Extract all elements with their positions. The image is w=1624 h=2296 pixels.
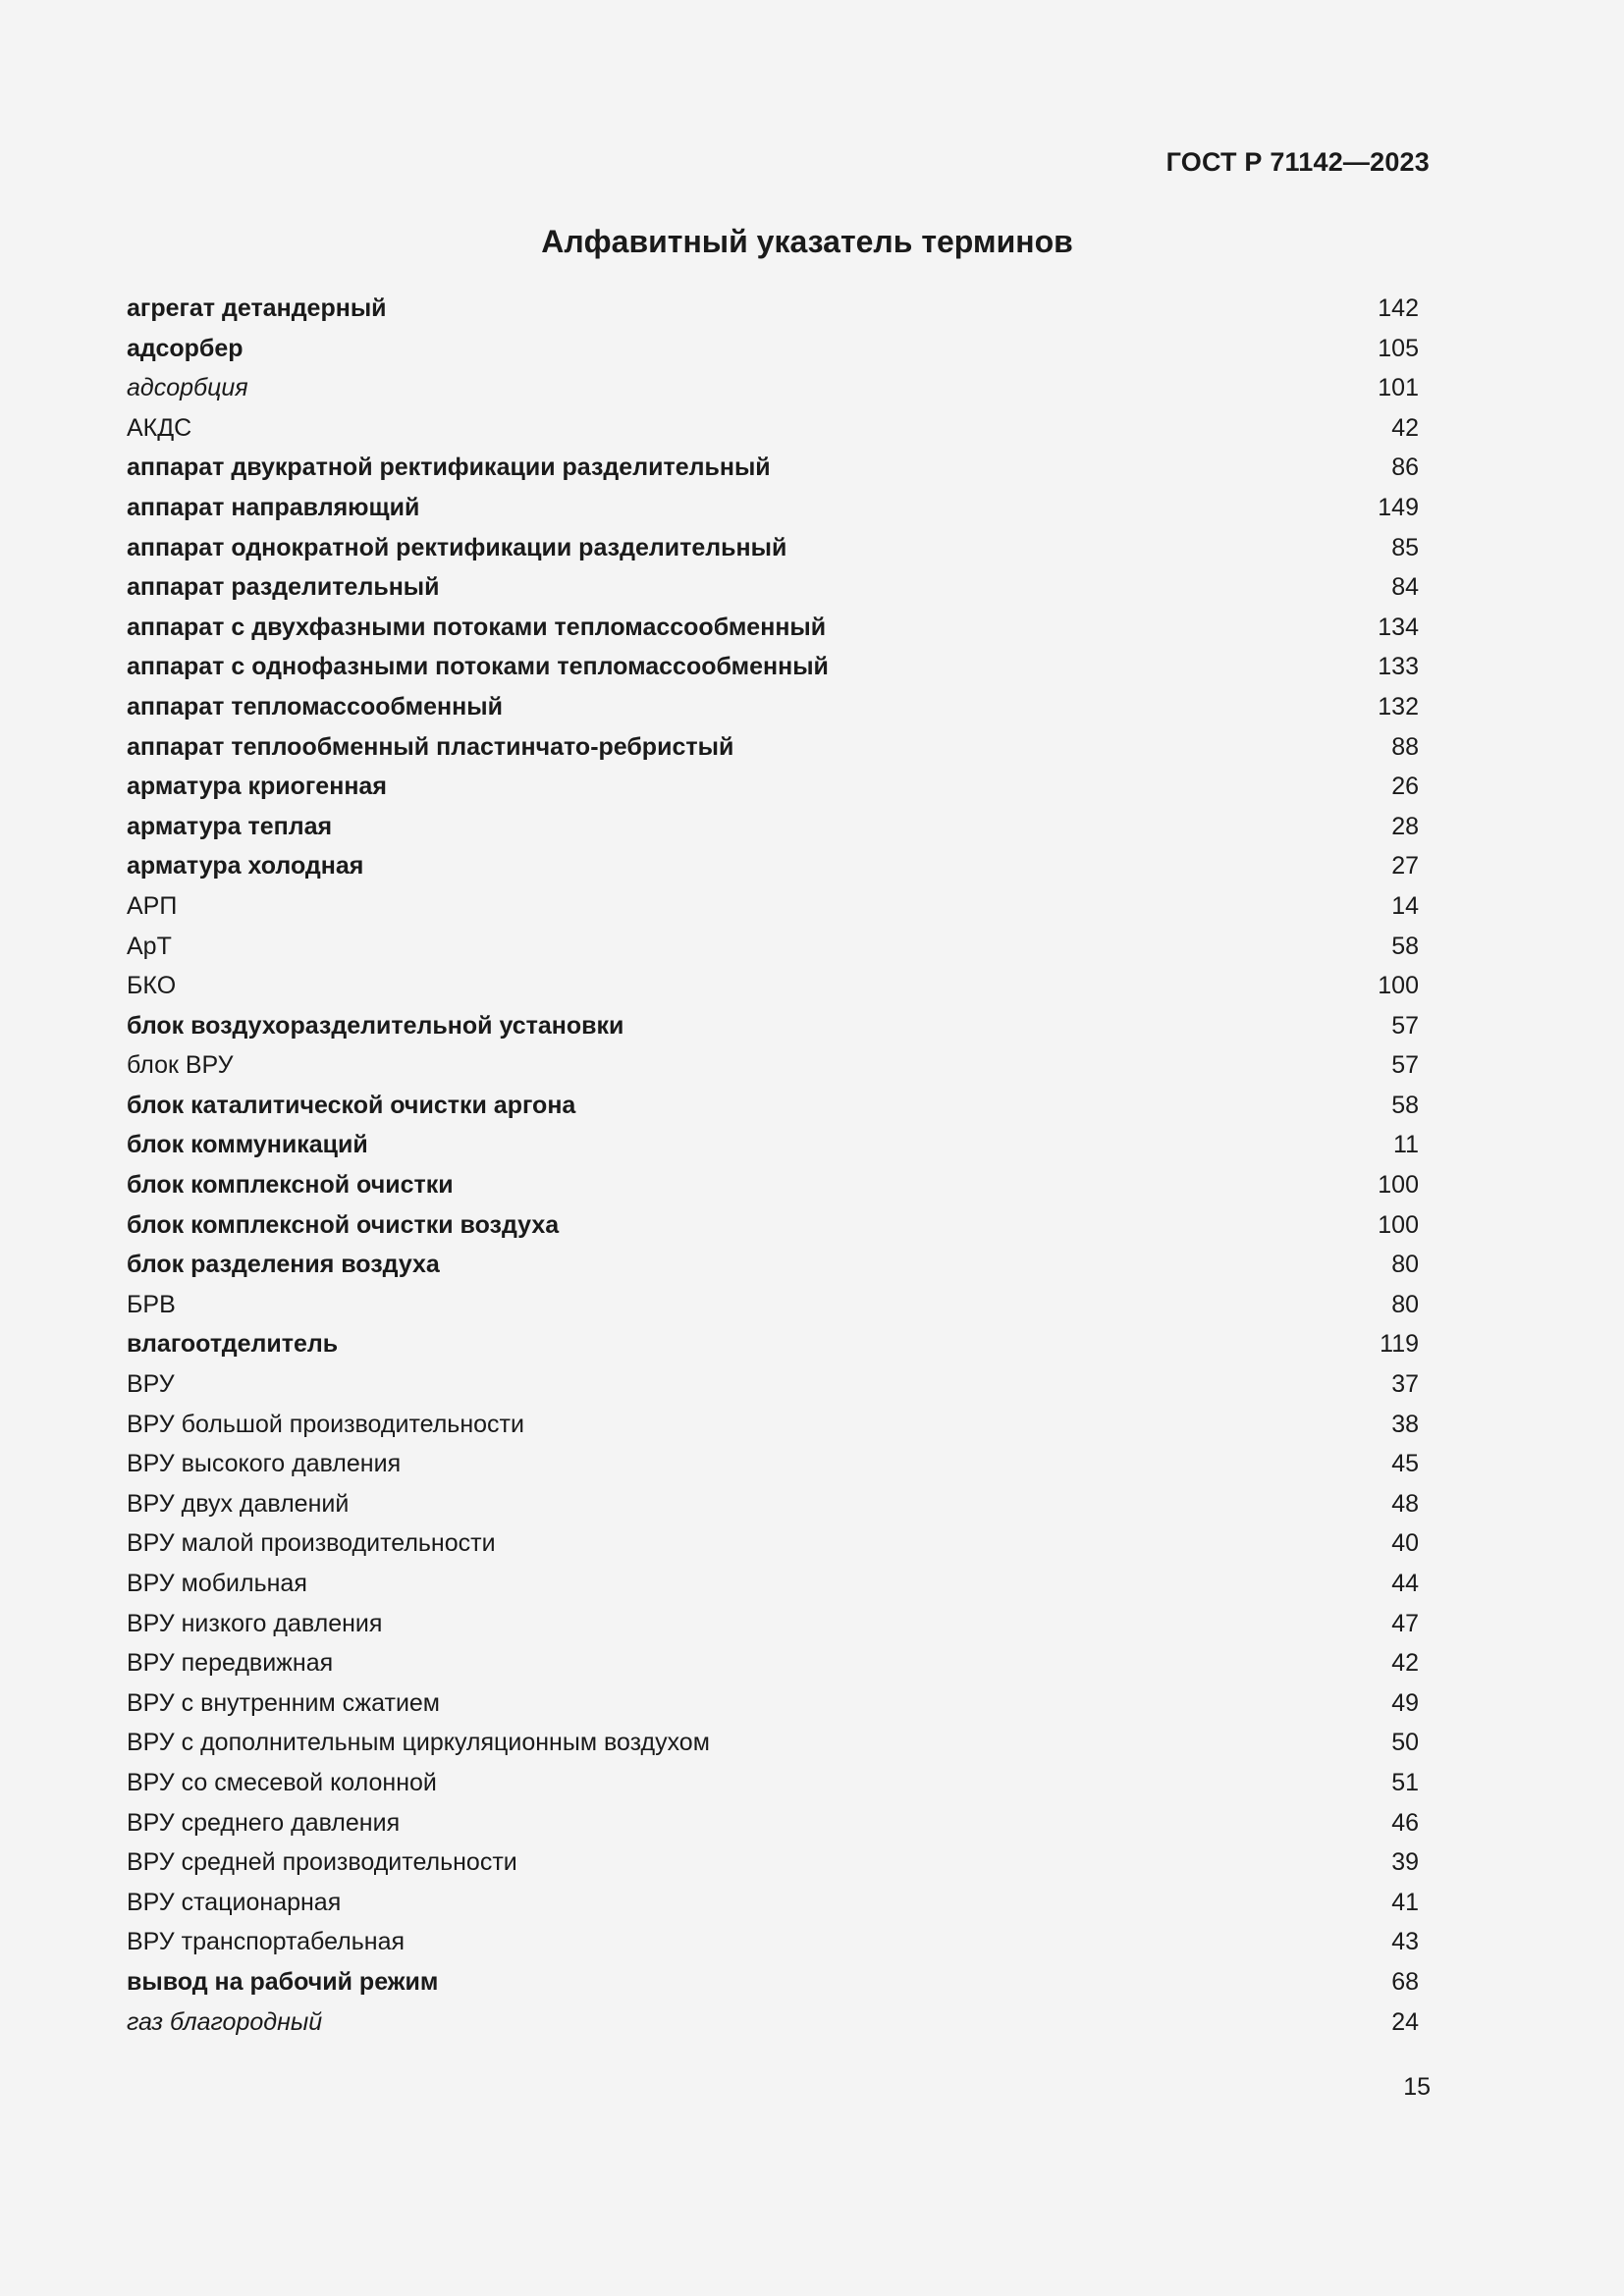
- index-entry: [127, 368, 1419, 408]
- index-page-ref: 57: [1391, 1051, 1419, 1080]
- index-page-ref: 100: [1378, 1210, 1419, 1239]
- index-entry: [127, 966, 1419, 1006]
- index-entry: [127, 1643, 1419, 1683]
- index-entry: [127, 1484, 1419, 1524]
- index-page-ref: 48: [1391, 1489, 1419, 1518]
- index-term: агрегат детандерный: [127, 294, 387, 322]
- index-term: блок коммуникаций: [127, 1131, 368, 1159]
- index-page-ref: 58: [1391, 932, 1419, 960]
- index-page-ref: 49: [1391, 1688, 1419, 1717]
- index-entry: [127, 1763, 1419, 1803]
- index-page-ref: 42: [1391, 1649, 1419, 1678]
- index-term: адсорбер: [127, 334, 244, 362]
- index-entry: [127, 1444, 1419, 1484]
- index-page-ref: 134: [1378, 613, 1419, 641]
- index-term: ВРУ с внутренним сжатием: [127, 1688, 440, 1717]
- index-page-ref: 105: [1378, 334, 1419, 362]
- index-term: ВРУ высокого давления: [127, 1450, 402, 1478]
- index-term: арматура холодная: [127, 852, 364, 881]
- index-page-ref: 58: [1391, 1091, 1419, 1119]
- index-entry: [127, 1006, 1419, 1046]
- index-page-ref: 46: [1391, 1808, 1419, 1837]
- index-page-ref: 50: [1391, 1729, 1419, 1757]
- index-entry: [127, 1205, 1419, 1246]
- index-term: аппарат тепломассообменный: [127, 692, 503, 721]
- index-page-ref: 37: [1391, 1370, 1419, 1399]
- index-entry: [127, 1962, 1419, 2002]
- index-term: ВРУ со смесевой колонной: [127, 1768, 437, 1796]
- page-number: 15: [1403, 2073, 1431, 2101]
- index-term: аппарат с двухфазными потоками тепломассообменный: [127, 613, 827, 641]
- index-entry: [127, 1125, 1419, 1165]
- index-term: ВРУ мобильная: [127, 1570, 307, 1597]
- index-term: вывод на рабочий режим: [127, 1967, 439, 1996]
- index-page-ref: 57: [1391, 1011, 1419, 1040]
- index-page-ref: 68: [1391, 1967, 1419, 1996]
- index-term: АрТ: [127, 932, 172, 960]
- index-term: аппарат направляющий: [127, 493, 420, 521]
- index-term: ВРУ передвижная: [127, 1649, 334, 1678]
- index-entry: [127, 1883, 1419, 1923]
- index-entry: [127, 608, 1419, 648]
- index-entry: [127, 488, 1419, 528]
- index-page-ref: 24: [1391, 2007, 1419, 2036]
- index-page-ref: 88: [1391, 732, 1419, 761]
- index-term: БКО: [127, 972, 177, 1000]
- index-page-ref: 80: [1391, 1290, 1419, 1318]
- index-term: газ благородный: [127, 2007, 323, 2036]
- index-term: влагоотделитель: [127, 1330, 339, 1359]
- index-term: ВРУ низкого давления: [127, 1609, 383, 1637]
- index-term: ВРУ большой производительности: [127, 1410, 524, 1438]
- index-page-ref: 43: [1391, 1928, 1419, 1956]
- index-entry: [127, 1604, 1419, 1644]
- index-term: блок комплексной очистки: [127, 1171, 454, 1200]
- index-page-ref: 26: [1391, 773, 1419, 801]
- index-entry: [127, 1245, 1419, 1285]
- index-page-ref: 44: [1391, 1570, 1419, 1597]
- index-entry: [127, 1683, 1419, 1724]
- index-entry: [127, 1723, 1419, 1763]
- index-term: ВРУ средней производительности: [127, 1848, 517, 1877]
- index-page-ref: 132: [1378, 692, 1419, 721]
- index-page-ref: 28: [1391, 812, 1419, 840]
- index-page-ref: 86: [1391, 454, 1419, 482]
- index-entry: [127, 1564, 1419, 1604]
- index-term: ВРУ с дополнительным циркуляционным воздухом: [127, 1729, 710, 1757]
- index-term: ВРУ транспортабельная: [127, 1928, 406, 1956]
- index-page-ref: 84: [1391, 573, 1419, 602]
- index-entry: [127, 1523, 1419, 1564]
- index-entry: [127, 329, 1419, 369]
- index-page-ref: 14: [1391, 891, 1419, 920]
- index-term: ВРУ среднего давления: [127, 1808, 401, 1837]
- index-term: блок каталитической очистки аргона: [127, 1091, 576, 1119]
- index-page-ref: 149: [1378, 493, 1419, 521]
- index-page-ref: 119: [1380, 1330, 1419, 1359]
- page-title: Алфавитный указатель терминов: [541, 224, 1073, 259]
- index-term: арматура теплая: [127, 812, 333, 840]
- index-page-ref: 38: [1391, 1410, 1419, 1438]
- index-page-ref: 51: [1391, 1768, 1419, 1796]
- index-entry: [127, 289, 1419, 329]
- index-entry: [127, 927, 1419, 967]
- index-entry: [127, 1842, 1419, 1883]
- index-entry: [127, 727, 1419, 768]
- index-entry: [127, 807, 1419, 847]
- index-page-ref: 100: [1378, 972, 1419, 1000]
- index-entry: [127, 846, 1419, 886]
- index-page-ref: 39: [1391, 1848, 1419, 1877]
- index-term: аппарат с однофазными потоками тепломассообменный: [127, 653, 829, 681]
- index-page-ref: 101: [1378, 374, 1419, 402]
- index-entry: [127, 647, 1419, 687]
- index-page-ref: 11: [1393, 1131, 1419, 1159]
- index-entry: [127, 886, 1419, 927]
- index-term: блок воздухоразделительной установки: [127, 1011, 624, 1040]
- index-entry: [127, 528, 1419, 568]
- index-term: арматура криогенная: [127, 773, 387, 801]
- index-page-ref: 45: [1391, 1450, 1419, 1478]
- index-term: аппарат двукратной ректификации разделительный: [127, 454, 771, 482]
- index-entry: [127, 1922, 1419, 1962]
- index-term: аппарат теплообменный пластинчато-ребристый: [127, 732, 734, 761]
- index-page-ref: 100: [1378, 1171, 1419, 1200]
- index-term: АРП: [127, 891, 178, 920]
- index-page-ref: 133: [1378, 653, 1419, 681]
- index-page-ref: 142: [1378, 294, 1419, 322]
- index-page-ref: 41: [1391, 1888, 1419, 1916]
- index-term: аппарат разделительный: [127, 573, 440, 602]
- index-term: аппарат однократной ректификации разделительный: [127, 533, 787, 561]
- index-entry: [127, 567, 1419, 608]
- index-term: ВРУ малой производительности: [127, 1529, 496, 1558]
- index-entry: [127, 448, 1419, 488]
- index-page-ref: 80: [1391, 1251, 1419, 1279]
- index-term: ВРУ двух давлений: [127, 1489, 350, 1518]
- index-entry: [127, 1086, 1419, 1126]
- index-entry: [127, 1364, 1419, 1405]
- index-term: АКДС: [127, 413, 192, 442]
- index-term: ВРУ: [127, 1370, 175, 1399]
- index-term: адсорбция: [127, 374, 248, 402]
- term-index-list: [127, 289, 1419, 2042]
- index-term: ВРУ стационарная: [127, 1888, 342, 1916]
- index-entry: [127, 1324, 1419, 1364]
- index-page-ref: 40: [1391, 1529, 1419, 1558]
- index-term: блок ВРУ: [127, 1051, 234, 1080]
- index-entry: [127, 1405, 1419, 1445]
- index-entry: [127, 1285, 1419, 1325]
- index-entry: [127, 1803, 1419, 1843]
- index-term: блок разделения воздуха: [127, 1251, 440, 1279]
- index-term: БРВ: [127, 1290, 176, 1318]
- index-entry: [127, 687, 1419, 727]
- index-term: блок комплексной очистки воздуха: [127, 1210, 560, 1239]
- index-entry: [127, 767, 1419, 807]
- index-entry: [127, 408, 1419, 449]
- index-page-ref: 42: [1391, 413, 1419, 442]
- index-entry: [127, 1165, 1419, 1205]
- index-page-ref: 47: [1391, 1609, 1419, 1637]
- index-entry: [127, 2002, 1419, 2043]
- document-code: ГОСТ Р 71142—2023: [1165, 147, 1430, 177]
- index-page-ref: 85: [1391, 533, 1419, 561]
- index-page-ref: 27: [1391, 852, 1419, 881]
- index-entry: [127, 1045, 1419, 1086]
